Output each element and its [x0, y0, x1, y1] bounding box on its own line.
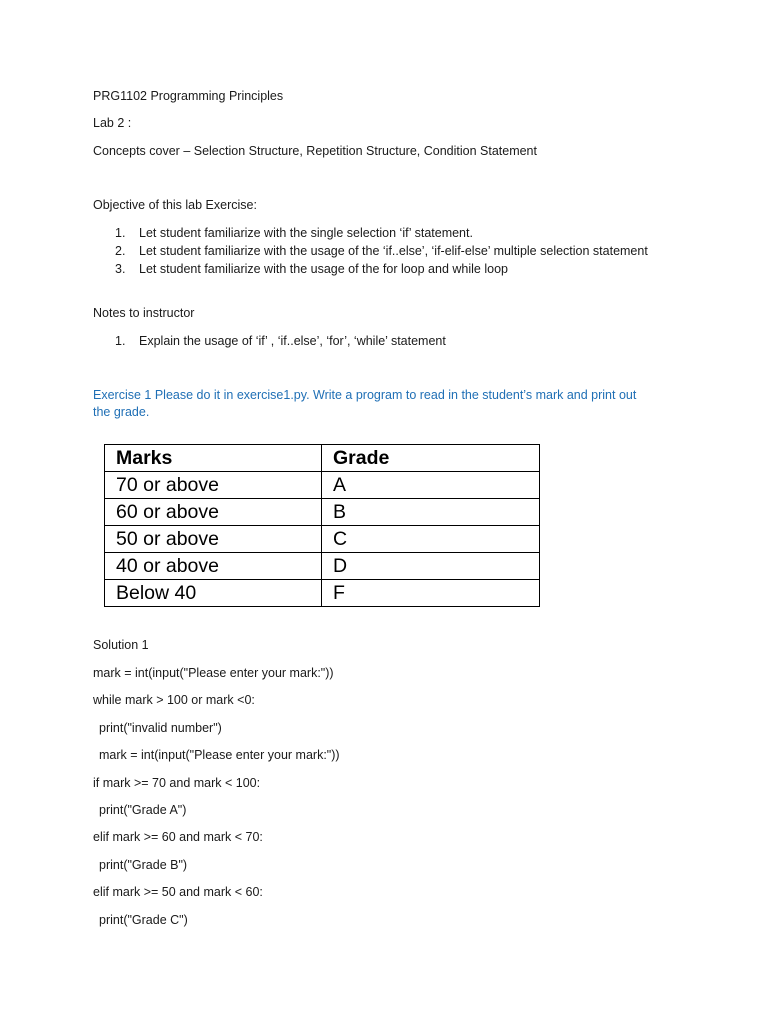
table-row: 60 or above B [105, 499, 540, 526]
code-line: mark = int(input("Please enter your mark:")) [93, 666, 334, 680]
grade-table [104, 444, 540, 607]
course-title: PRG1102 Programming Principles [93, 89, 284, 103]
code-line: print("Grade A") [99, 803, 187, 817]
code-line: mark = int(input("Please enter your mark:")) [99, 748, 340, 762]
objective-list [93, 224, 669, 278]
table-row: 50 or above C [105, 526, 540, 553]
code-line: elif mark >= 60 and mark < 70: [93, 830, 263, 844]
code-line: while mark > 100 or mark <0: [93, 693, 255, 707]
table-row: Below 40 F [105, 580, 540, 607]
column-header-grade: Grade [322, 445, 540, 472]
list-item: 2. Let student familiarize with the usage of the ‘if..else’, ‘if-elif-else’ multiple selection statement [115, 244, 648, 258]
column-header-marks: Marks [105, 445, 322, 472]
code-line: print("Grade B") [99, 858, 188, 872]
list-item: 1. Let student familiarize with the single selection ‘if’ statement. [115, 226, 473, 240]
table-header-row [105, 445, 540, 472]
exercise-1-line-1: Exercise 1 Please do it in exercise1.py. Write a program to read in the student’s mark and print out [93, 388, 637, 402]
concepts-line: Concepts cover – Selection Structure, Repetition Structure, Condition Statement [93, 144, 537, 158]
notes-list [93, 332, 669, 350]
table-row: 70 or above A [105, 472, 540, 499]
list-item: 1. Explain the usage of ‘if’ , ‘if..else’, ‘for’, ‘while’ statement [115, 334, 446, 348]
notes-heading: Notes to instructor [93, 306, 195, 320]
code-line: print("Grade C") [99, 913, 188, 927]
list-item: 3. Let student familiarize with the usage of the for loop and while loop [115, 262, 508, 276]
code-line: elif mark >= 50 and mark < 60: [93, 885, 263, 899]
exercise-1-line-2: the grade. [93, 405, 150, 419]
code-line: if mark >= 70 and mark < 100: [93, 776, 261, 790]
lab-number: Lab 2 : [93, 116, 132, 130]
objective-heading: Objective of this lab Exercise: [93, 198, 257, 212]
table-row: 40 or above D [105, 553, 540, 580]
solution-heading: Solution 1 [93, 638, 149, 652]
code-line: print("invalid number") [99, 721, 222, 735]
